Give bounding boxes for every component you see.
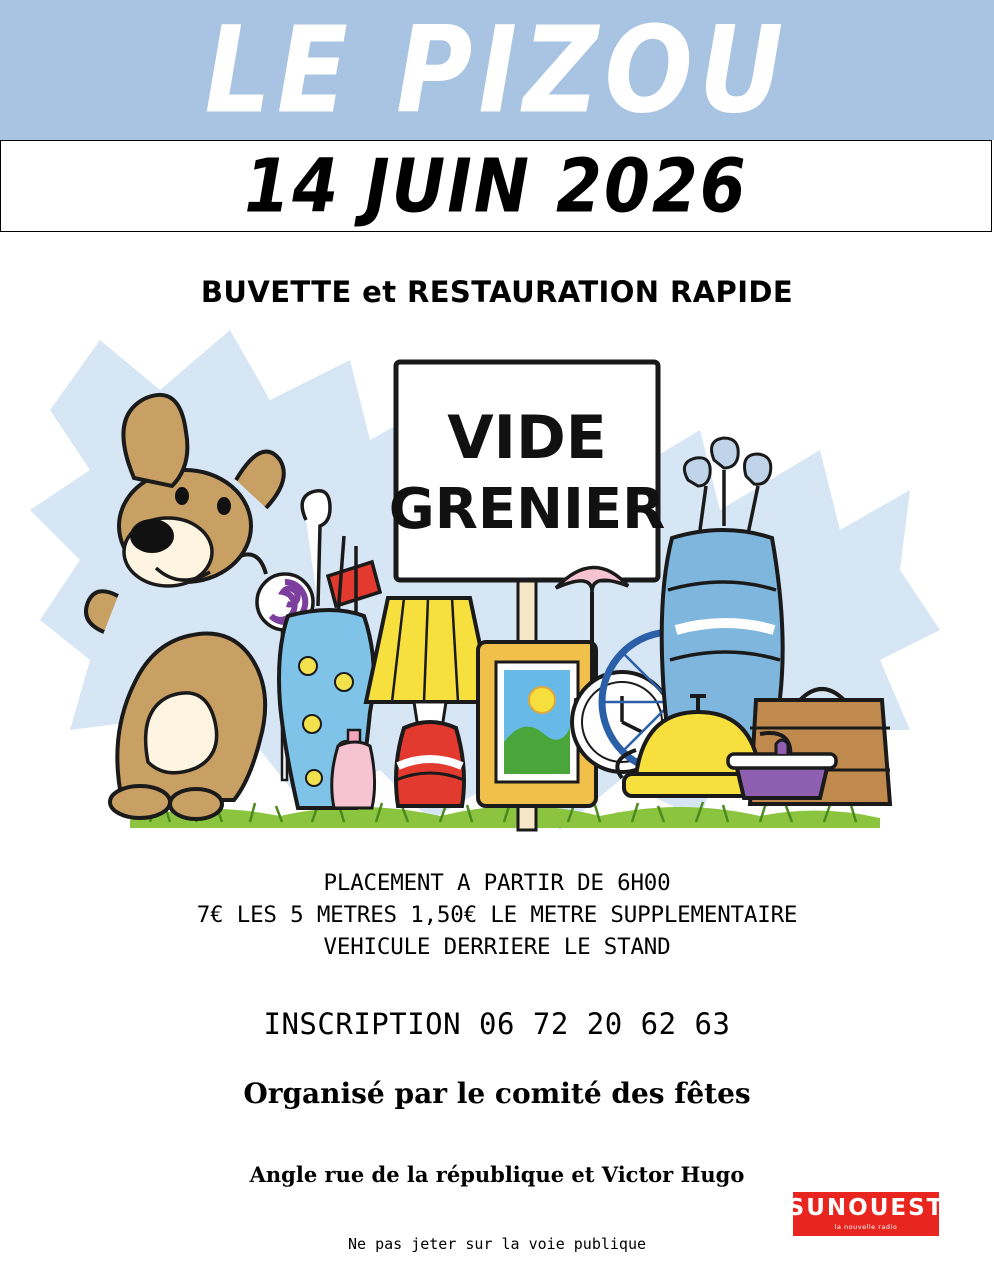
sponsor-logo [787, 1190, 945, 1238]
event-date-box [0, 140, 992, 232]
info-line-placement: PLACEMENT A PARTIR DE 6H00 [323, 870, 671, 896]
svg-text:VIDE: VIDE [447, 403, 607, 473]
organiser-line: Organisé par le comité des fêtes [243, 1077, 751, 1110]
address-line: Angle rue de la république et Victor Hugo [249, 1162, 745, 1187]
disclaimer-line: Ne pas jeter sur la voie publique [347, 1235, 646, 1253]
illustration [0, 330, 994, 850]
poster-header-band [0, 0, 994, 140]
sponsor-tagline: la nouvelle radio [834, 1223, 898, 1231]
inscription-phone: INSCRIPTION 06 72 20 62 63 [263, 1007, 731, 1041]
info-block [0, 868, 994, 964]
buvette-line: BUVETTE et RESTAURATION RAPIDE [200, 275, 794, 309]
page-title: LE PIZOU [204, 0, 790, 141]
event-date: 14 JUIN 2026 [244, 142, 748, 230]
info-line-vehicle: VEHICULE DERRIERE LE STAND [323, 933, 671, 960]
svg-text:GRENIER: GRENIER [388, 477, 666, 542]
sponsor-name: SUNOUEST [787, 1195, 945, 1221]
info-line-price: 7€ LES 5 METRES 1,50€ LE METRE SUPPLEMENTAIRE [196, 901, 798, 928]
